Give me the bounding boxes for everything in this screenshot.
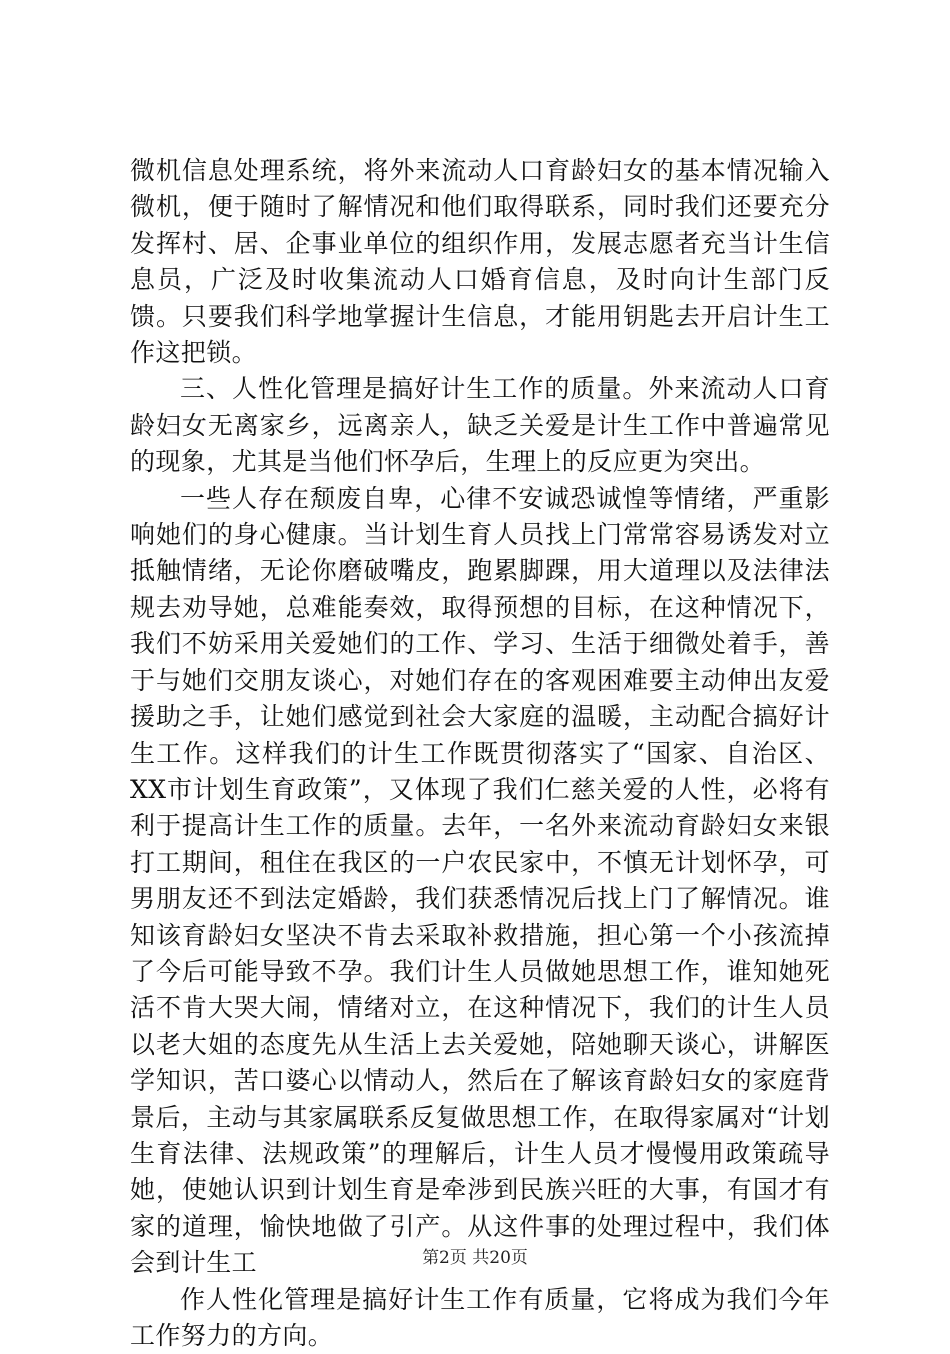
page-number-footer: 第2页 共20页 bbox=[422, 1248, 528, 1268]
paragraph-3: 一些人存在颓废自卑，心律不安诚恐诚惶等情绪，严重影响她们的身心健康。当计划生育人员找上门常常容易诱发对立抵触情绪，无论你磨破嘴皮，跑累脚踝，用大道理以及法律法规去劝导她，总难能奏效，取得预想的目标，在这种情况下，我们不妨采用关爱她们的工作、学习、生活于细微处着手，善于与她们交朋友谈心，对她们存在的客观困难要主动伸出友爱援助之手，让她们感觉到社会大家庭的温暖，主动配合搞好计生工作。这样我们的计生工作既贯彻落实了“国家、自治区、XX市计划生育政策”，又体现了我们仁慈关爱的人性，必将有利于提高计生工作的质量。去年，一名外来流动育龄妇女来银打工期间，租住在我区的一户农民家中，不慎无计划怀孕，可男朋友还不到法定婚龄，我们获悉情况后找上门了解情况。谁知该育龄妇女坚决不肯去采取补救措施，担心第一个小孩流掉了今后可能导致不孕。我们计生人员做她思想工作，谁知她死活不肯大哭大闹，情绪对立，在这种情况下，我们的计生人员以老大姐的态度先从生活上去关爱她，陪她聊天谈心，讲解医学知识，苦口婆心以情动人，然后在了解该育龄妇女的家庭背景后，主动与其家属联系反复做思想工作，在取得家属对“计划生育法律、法规政策”的理解后，计生人员才慢慢用政策疏导她，使她认识到计划生育是牵涉到民族兴旺的大事，有国才有家的道理，愉快地做了引产。从这件事的处理过程中，我们体会到计生工 bbox=[130, 483, 830, 1278]
document-body bbox=[130, 153, 830, 1354]
paragraph-2: 三、人性化管理是搞好计生工作的质量。外来流动人口育龄妇女无离家乡，远离亲人，缺乏关爱是计生工作中普遍常见的现象，尤其是当他们怀孕后，生理上的反应更为突出。 bbox=[130, 374, 830, 477]
paragraph-1: 微机信息处理系统，将外来流动人口育龄妇女的基本情况输入微机，便于随时了解情况和他们取得联系，同时我们还要充分发挥村、居、企事业单位的组织作用，发展志愿者充当计生信息员，广泛及时收集流动人口婚育信息，及时向计生部门反馈。只要我们科学地掌握计生信息，才能用钥匙去开启计生工作这把锁。 bbox=[130, 156, 830, 368]
paragraph-4: 作人性化管理是搞好计生工作有质量，它将成为我们今年工作努力的方向。 bbox=[130, 1284, 830, 1350]
